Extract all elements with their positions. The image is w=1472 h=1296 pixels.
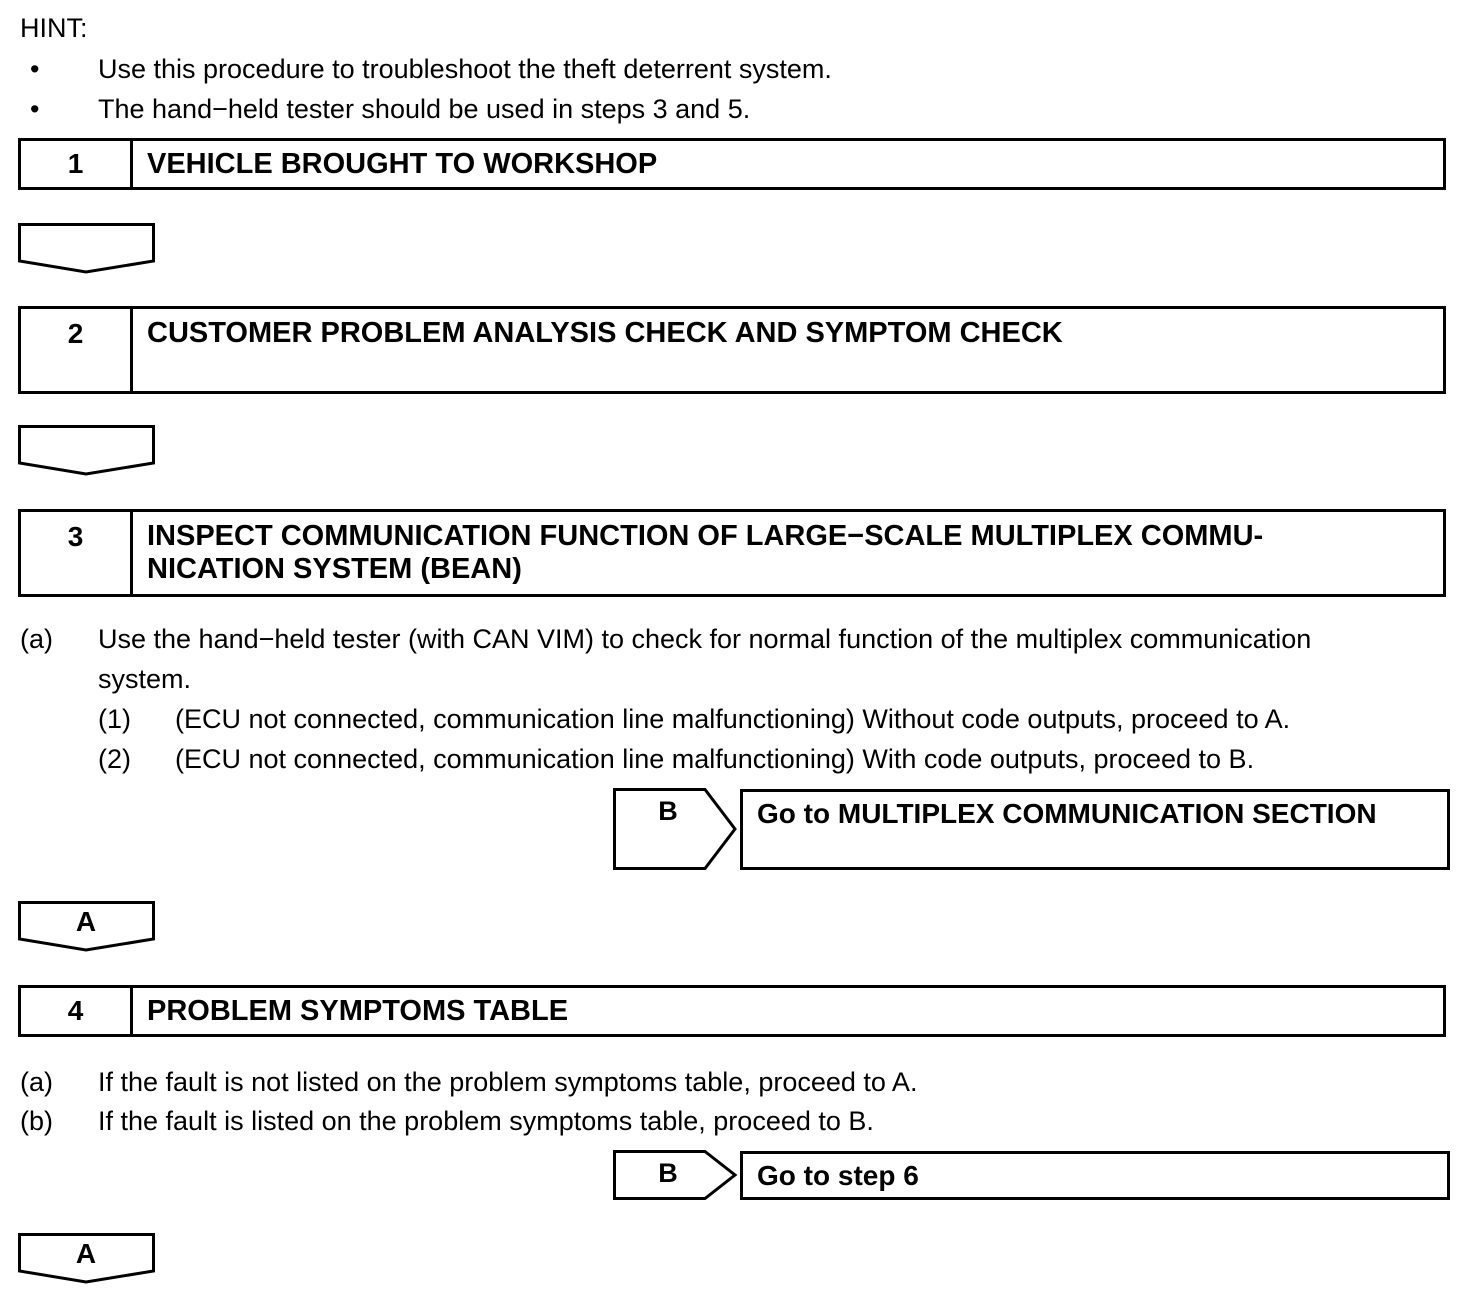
subitem-label: (2) [98, 744, 131, 774]
item-text: If the fault is listed on the problem symptoms table, proceed to B. [98, 1106, 874, 1136]
subitem-text: (ECU not connected, communication line malfunctioning) Without code outputs, proceed to A. [175, 704, 1291, 734]
step-title-line-2: NICATION SYSTEM (BEAN) [147, 553, 522, 585]
step-title: PROBLEM SYMPTOMS TABLE [147, 995, 569, 1027]
branch-tag [613, 1150, 739, 1202]
branch-tag-label: B [658, 796, 678, 826]
branch-target-box [740, 789, 1450, 870]
item-text: If the fault is not listed on the problem symptoms table, proceed to A. [98, 1067, 918, 1097]
arrow-tab-label: A [75, 1238, 97, 1269]
step-number: 4 [21, 988, 133, 1034]
hint-bullet-2: The hand−held tester should be used in steps 3 and 5. [98, 94, 751, 124]
step-number: 3 [21, 512, 133, 594]
subitem-text: (ECU not connected, communication line malfunctioning) With code outputs, proceed to B. [175, 744, 1255, 774]
step-title: CUSTOMER PROBLEM ANALYSIS CHECK AND SYMPTOM CHECK [147, 317, 1063, 349]
continue-arrow-tab-a [18, 1233, 156, 1285]
item-label: (b) [20, 1106, 53, 1136]
step-number: 1 [21, 141, 133, 187]
continue-arrow-tab [18, 425, 156, 477]
bullet-symbol: • [30, 94, 40, 124]
item-label: (a) [20, 624, 53, 654]
arrow-tab-shape [18, 223, 156, 275]
continue-arrow-tab-a [18, 901, 156, 953]
item-text-line-2: system. [98, 664, 192, 694]
step-1-header [18, 138, 1446, 190]
branch-tag-label: B [658, 1158, 678, 1188]
step-title: VEHICLE BROUGHT TO WORKSHOP [147, 148, 658, 180]
arrow-tab-shape [18, 425, 156, 477]
arrow-tab-label: A [75, 906, 97, 937]
subitem-label: (1) [98, 704, 131, 734]
continue-arrow-tab [18, 223, 156, 275]
step-title-line-1: INSPECT COMMUNICATION FUNCTION OF LARGE−SCALE MULTIPLEX COMMU- [147, 520, 1264, 552]
step-2-header [18, 306, 1446, 394]
branch-target-text: Go to MULTIPLEX COMMUNICATION SECTION [757, 798, 1377, 829]
step-4-header [18, 985, 1446, 1037]
branch-target-text: Go to step 6 [757, 1160, 919, 1191]
step-3-header [18, 509, 1446, 597]
hint-bullet-1: Use this procedure to troubleshoot the theft deterrent system. [98, 54, 832, 84]
bullet-symbol: • [30, 54, 40, 84]
step-number: 2 [21, 309, 133, 391]
hint-label: HINT: [20, 13, 88, 43]
item-label: (a) [20, 1067, 53, 1097]
item-text-line-1: Use the hand−held tester (with CAN VIM) to check for normal function of the multiplex communication [98, 624, 1312, 654]
branch-tag [613, 788, 739, 872]
branch-target-box [740, 1151, 1450, 1200]
